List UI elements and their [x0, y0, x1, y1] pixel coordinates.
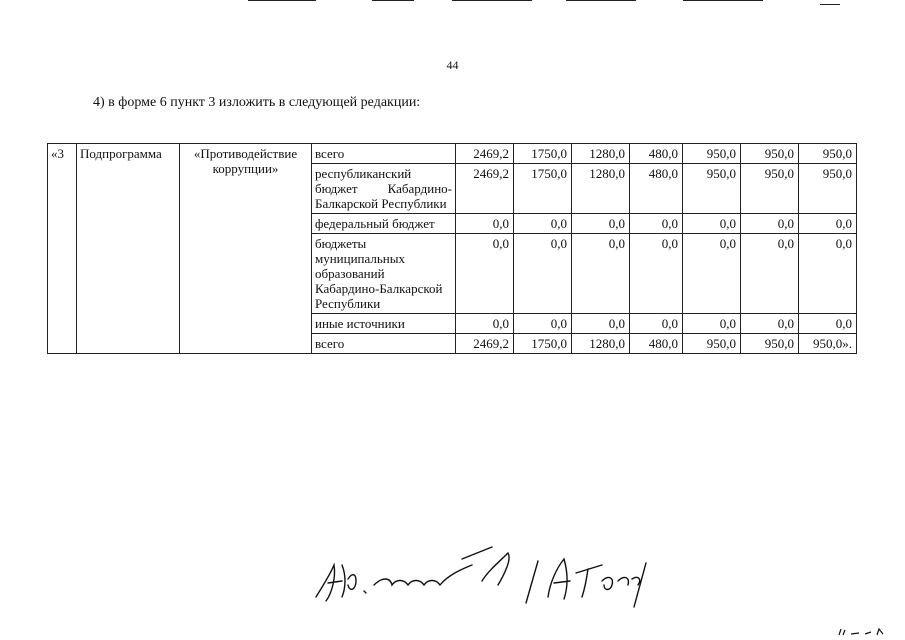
cell-value: 950,0: [741, 334, 799, 354]
cell-value: 0,0: [799, 314, 857, 334]
cell-type: Подпрограмма: [77, 144, 180, 354]
cell-value: 0,0: [630, 314, 683, 334]
cell-value: 950,0: [741, 144, 799, 164]
cell-value: 950,0: [741, 164, 799, 214]
cell-value: 1750,0: [514, 164, 572, 214]
cell-value: 2469,2: [456, 144, 514, 164]
cell-value: 1280,0: [572, 164, 630, 214]
cell-funding-source: всего: [312, 144, 456, 164]
cell-value: 2469,2: [456, 334, 514, 354]
cell-value: 0,0: [683, 214, 741, 234]
cell-value: 1750,0: [514, 334, 572, 354]
cell-value: 0,0: [456, 214, 514, 234]
cell-value: 950,0».: [799, 334, 857, 354]
stamp-mark: [837, 626, 887, 638]
cell-value: 0,0: [572, 314, 630, 334]
signature: [312, 535, 652, 615]
cell-value: 950,0: [799, 144, 857, 164]
cell-value: 0,0: [514, 214, 572, 234]
page-number: 44: [446, 58, 459, 72]
cell-value: 1750,0: [514, 144, 572, 164]
cell-value: 1280,0: [572, 144, 630, 164]
cell-value: 0,0: [741, 214, 799, 234]
cell-funding-source: бюджеты муниципальных образований Кабардино-Балкарской Республики: [312, 234, 456, 314]
cell-value: 950,0: [683, 334, 741, 354]
cell-value: 0,0: [514, 314, 572, 334]
amendment-instruction: 4) в форме 6 пункт 3 изложить в следующей редакции:: [93, 95, 421, 110]
cell-value: 0,0: [741, 234, 799, 314]
cell-value: 480,0: [630, 164, 683, 214]
cell-value: 0,0: [683, 314, 741, 334]
cell-value: 0,0: [572, 234, 630, 314]
table-row: [48, 144, 857, 164]
cell-funding-source: всего: [312, 334, 456, 354]
cell-name: «Противодействие коррупции»: [180, 144, 312, 354]
cell-value: 0,0: [799, 214, 857, 234]
cell-value: 0,0: [683, 234, 741, 314]
cell-value: 0,0: [572, 214, 630, 234]
cell-value: 2469,2: [456, 164, 514, 214]
cell-value: 0,0: [741, 314, 799, 334]
cell-value: 0,0: [456, 314, 514, 334]
cell-value: 480,0: [630, 144, 683, 164]
cell-value: 0,0: [630, 234, 683, 314]
funding-table: [47, 143, 857, 354]
cell-value: 0,0: [799, 234, 857, 314]
cell-value: 950,0: [683, 144, 741, 164]
cell-value: 1280,0: [572, 334, 630, 354]
cell-value: 0,0: [630, 214, 683, 234]
cell-funding-source: республиканский бюджет Кабардино-Балкарской Республики: [312, 164, 456, 214]
cell-funding-source: иные источники: [312, 314, 456, 334]
cell-index: «3: [48, 144, 77, 354]
cell-value: 0,0: [514, 234, 572, 314]
cell-funding-source: федеральный бюджет: [312, 214, 456, 234]
cell-value: 950,0: [683, 164, 741, 214]
cell-value: 480,0: [630, 334, 683, 354]
cell-value: 0,0: [456, 234, 514, 314]
cell-value: 950,0: [799, 164, 857, 214]
